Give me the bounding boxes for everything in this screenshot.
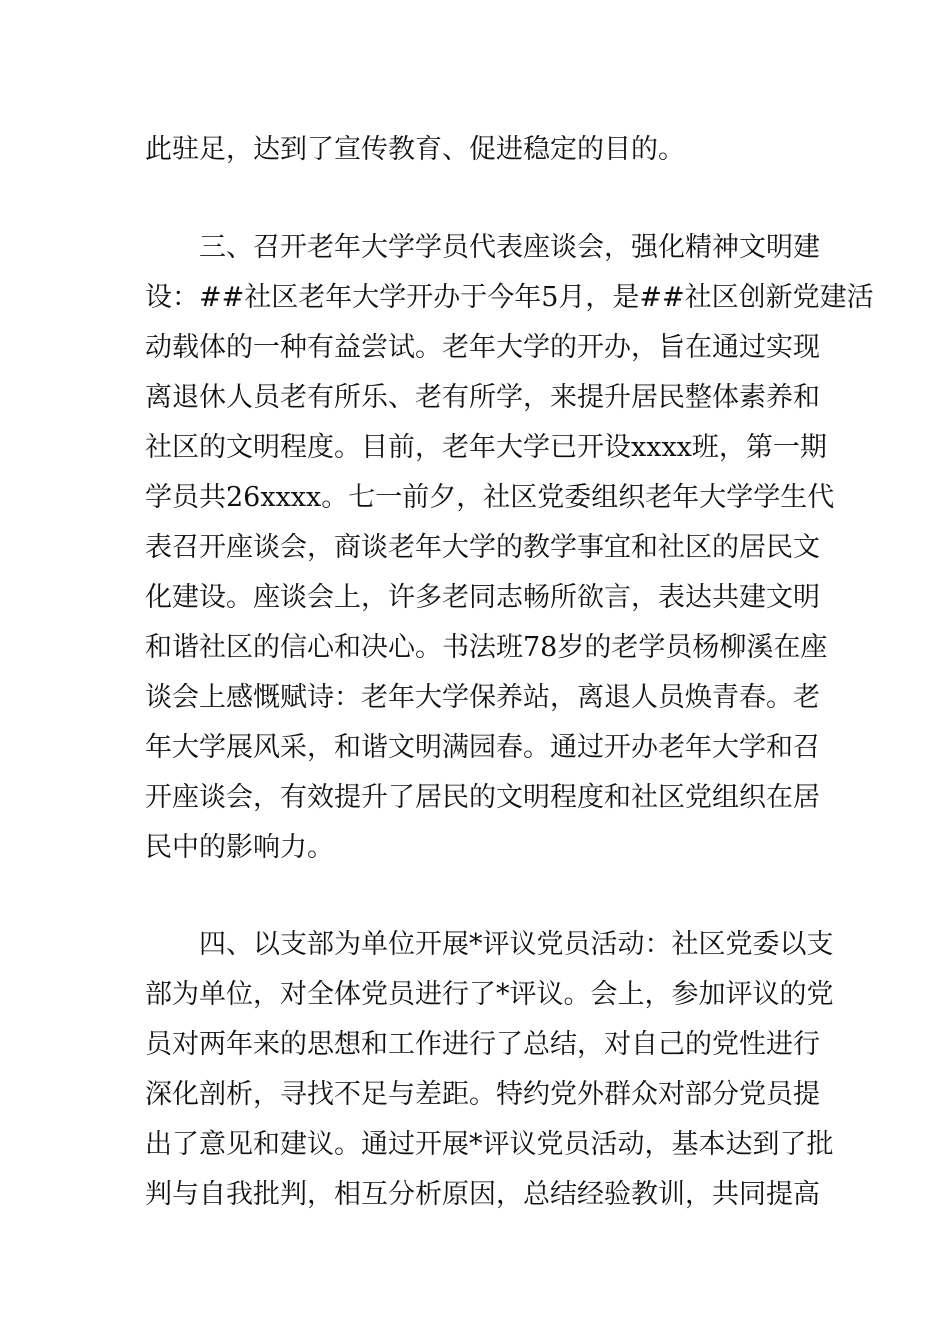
text-line: 谈会上感慨赋诗：老年大学保养站，离退人员焕青春。老 (145, 682, 820, 713)
text-line: 员对两年来的思想和工作进行了总结，对自己的党性进行 (145, 1029, 820, 1060)
text-line: 开座谈会，有效提升了居民的文明程度和社区党组织在居 (145, 782, 820, 813)
text-line: 年大学展风采，和谐文明满园春。通过开办老年大学和召 (145, 732, 820, 763)
text-line: 出了意见和建议。通过开展*评议党员活动，基本达到了批 (145, 1129, 834, 1160)
text-line: 社区的文明程度。目前，老年大学已开设xxxx班，第一期 (145, 432, 827, 463)
text-line: 离退休人员老有所乐、老有所学，来提升居民整体素养和 (145, 382, 820, 413)
text-line: 化建设。座谈会上，许多老同志畅所欲言，表达共建文明 (145, 582, 820, 613)
text-line: 三、召开老年大学学员代表座谈会，强化精神文明建 (199, 232, 820, 263)
text-line: 学员共26xxxx。七一前夕，社区党委组织老年大学学生代 (145, 482, 835, 513)
text-line: 此驻足，达到了宣传教育、促进稳定的目的。 (145, 134, 685, 165)
text-line: 判与自我批判，相互分析原因，总结经验教训，共同提高 (145, 1179, 820, 1210)
text-line: 部为单位，对全体党员进行了*评议。会上，参加评议的党 (145, 979, 834, 1010)
text-line: 动载体的一种有益尝试。老年大学的开办，旨在通过实现 (145, 332, 820, 363)
text-line: 民中的影响力。 (145, 832, 334, 863)
text-line: 四、以支部为单位开展*评议党员活动：社区党委以支 (199, 929, 834, 960)
text-line: 设：##社区老年大学开办于今年5月，是##社区创新党建活 (145, 282, 874, 313)
text-line: 深化剖析，寻找不足与差距。特约党外群众对部分党员提 (145, 1079, 820, 1110)
text-line: 表召开座谈会，商谈老年大学的教学事宜和社区的居民文 (145, 532, 820, 563)
text-line: 和谐社区的信心和决心。书法班78岁的老学员杨柳溪在座 (145, 632, 828, 663)
